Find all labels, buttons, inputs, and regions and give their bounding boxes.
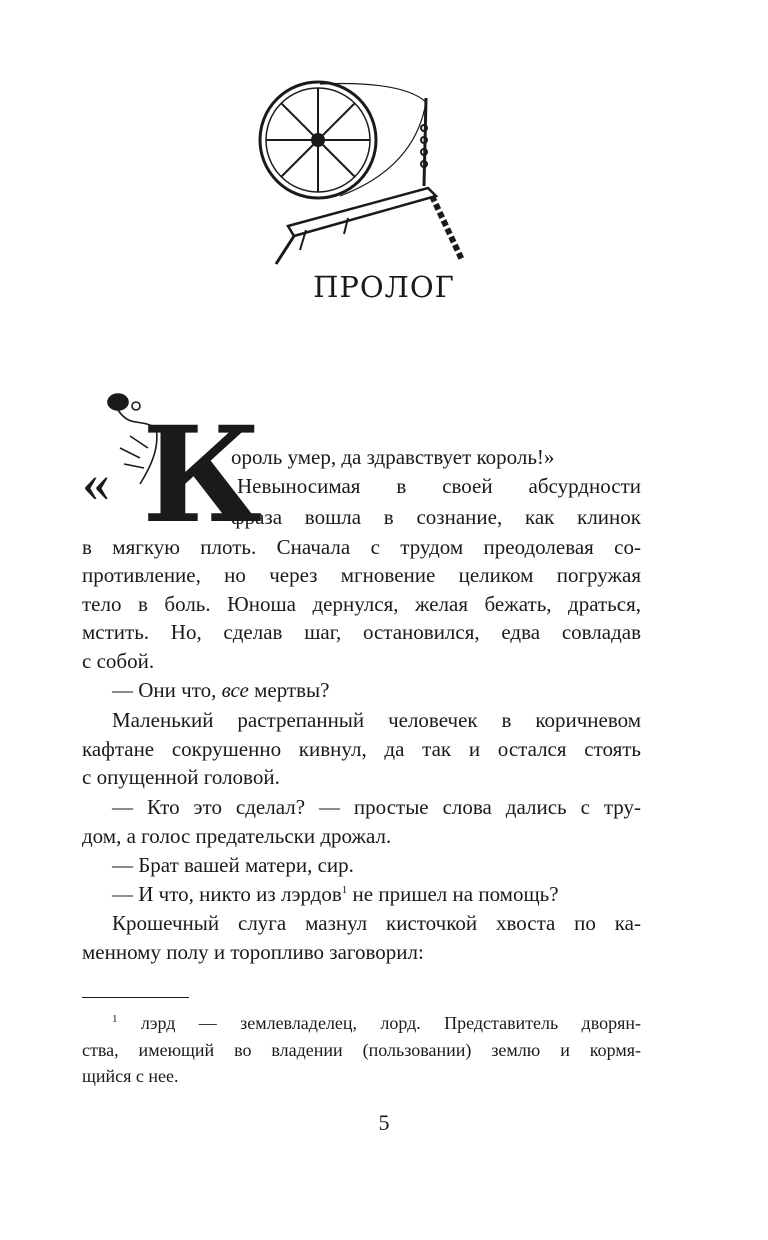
text-line-5: противление, но через мгновение целиком погружая	[82, 563, 641, 587]
footnote-line-2: ства, имеющий во владении (пользовании) землю и кормя-	[82, 1040, 641, 1060]
dialogue-line-1	[112, 677, 329, 703]
text-line-11: кафтане сокрушенно кивнул, да так и остался стоять	[82, 737, 641, 761]
dialogue-text: мертвы?	[248, 678, 330, 702]
text-line-14: дом, а голос предательски дрожал.	[82, 824, 392, 848]
dialogue-text: не пришел на помощь?	[347, 882, 559, 906]
text-line-7: мстить. Но, сделав шаг, остановился, едва совладав	[82, 620, 641, 644]
text-line-1: ороль умер, да здравствует король!»	[231, 445, 555, 469]
dialogue-text: — Они что,	[112, 678, 222, 702]
footnote-line-1	[112, 1012, 641, 1034]
spinning-wheel-illustration	[248, 78, 488, 274]
dialogue-line-3: — Брат вашей матери, сир.	[112, 853, 354, 877]
text-line-12: с опущенной головой.	[82, 765, 280, 789]
footnote-divider	[82, 997, 189, 998]
emphasis-text: все	[221, 678, 249, 702]
dialogue-line-2: — Кто это сделал? — простые слова дались с тру-	[112, 795, 641, 819]
text-line-2: Невыносимая в своей абсурдности	[237, 474, 641, 498]
footnote-text: лэрд — землевладелец, лорд. Представитель дворян-	[140, 1013, 642, 1033]
footnote-line-3: щийся с нее.	[82, 1066, 179, 1086]
chapter-title: ПРОЛОГ	[313, 270, 455, 304]
text-line-3: фраза вошла в сознание, как клинок	[231, 505, 641, 529]
text-line-8: с собой.	[82, 649, 155, 673]
drop-cap-letter: К	[142, 398, 263, 553]
dialogue-line-4	[112, 881, 559, 907]
opening-quote-mark: «	[82, 452, 110, 514]
text-line-18: менному полу и торопливо заговорил:	[82, 940, 424, 964]
text-line-6: тело в боль. Юноша дернулся, желая бежать, драться,	[82, 592, 641, 616]
footnote-mark: 1	[112, 1013, 118, 1025]
dialogue-text: — И что, никто из лэрдов	[112, 882, 342, 906]
text-line-10: Маленький растрепанный человечек в коричневом	[112, 708, 641, 732]
page-number: 5	[378, 1110, 390, 1135]
footnote-reference[interactable]: 1	[341, 884, 348, 896]
text-line-4: в мягкую плоть. Сначала с трудом преодолевая со-	[82, 535, 641, 559]
text-line-17: Крошечный слуга мазнул кисточкой хвоста по ка-	[112, 911, 641, 935]
